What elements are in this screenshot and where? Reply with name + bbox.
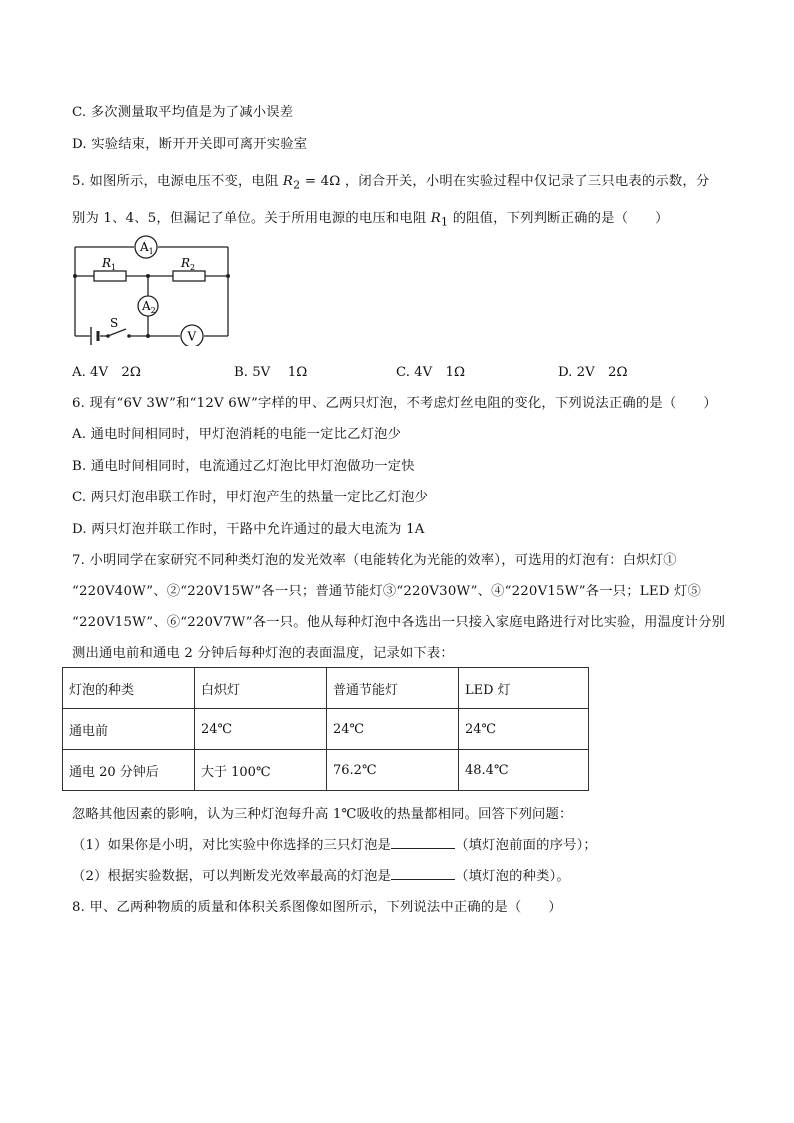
q7-stem-line3: “220V15W”、⑥“220V7W”各一只。他从每种灯泡中各选出一只接入家庭电路进行对比实验，用温度计分别 <box>72 615 726 630</box>
q7-s2-text: （2）根据实验数据，可以判断发光效率最高的灯泡是 <box>72 869 392 884</box>
table-header-cell: LED 灯 <box>459 668 589 709</box>
table-cell: 通电前 <box>63 709 195 750</box>
q7-stem-line4: 测出通电前和通电 2 分钟后每种灯泡的表面温度，记录如下表： <box>72 646 454 661</box>
q5-stem-text-3: 别为 1、4、5，但漏记了单位。关于所用电源的电压和电阻 <box>72 211 427 226</box>
q4-option-c: C. 多次测量取平均值是为了减小误差 <box>72 105 294 120</box>
q7-s1-hint: （填灯泡前面的序号）； <box>455 838 597 853</box>
q7-subquestion-2 <box>72 865 570 884</box>
math-eq: = 4Ω <box>300 174 341 189</box>
table-header-cell: 灯泡的种类 <box>63 668 195 709</box>
q5-resistance-formula <box>282 174 341 192</box>
answer-blank-2[interactable] <box>391 867 455 880</box>
q4-option-d: D. 实验结束，断开开关即可离开实验室 <box>72 137 308 152</box>
q5-option-d: D. 2V 2Ω <box>558 365 628 380</box>
voltmeter-label: V <box>187 329 197 344</box>
table-cell: 76.2℃ <box>327 750 459 791</box>
q7-subquestion-1 <box>72 834 597 853</box>
q5-option-c: C. 4V 1Ω <box>396 365 465 380</box>
table-row <box>63 750 589 791</box>
answer-blank-1[interactable] <box>391 836 455 849</box>
q7-s2-hint: （填灯泡的种类）。 <box>455 869 570 884</box>
q5-option-b: B. 5V 1Ω <box>234 365 308 380</box>
table-cell: 24℃ <box>327 709 459 750</box>
q5-stem-text: 5. 如图所示，电源电压不变，电阻 <box>72 174 279 189</box>
switch-label: S <box>110 316 119 330</box>
table-cell: 24℃ <box>195 709 327 750</box>
table-cell: 48.4℃ <box>459 750 589 791</box>
q6-option-d: D. 两只灯泡并联工作时，干路中允许通过的最大电流为 1A <box>72 522 425 537</box>
q5-stem-line2 <box>72 207 669 229</box>
q7-stem-line1: 7. 小明同学在家研究不同种类灯泡的发光效率（电能转化为光能的效率），可选用的灯泡有：白炽灯① <box>72 553 677 568</box>
r1-label: $R_1$ <box>102 256 117 272</box>
q5-stem-text-2: ，闭合开关，小明在实验过程中仅记录了三只电表的示数，分 <box>344 174 710 189</box>
resistor-r1 <box>94 271 126 281</box>
temperature-table <box>62 667 589 791</box>
q8-stem: 8. 甲、乙两种物质的质量和体积关系图像如图所示，下列说法中正确的是（ ） <box>72 900 562 915</box>
table-header-cell: 普通节能灯 <box>327 668 459 709</box>
table-row <box>63 709 589 750</box>
q5-stem-line1 <box>72 170 709 192</box>
math-r1: R <box>430 211 441 226</box>
q7-note: 忽略其他因素的影响，认为三种灯泡每升高 1℃吸收的热量都相同。回答下列问题： <box>72 807 573 822</box>
q6-option-b: B. 通电时间相同时，电流通过乙灯泡比甲灯泡做功一定快 <box>72 459 415 474</box>
table-cell: 大于 100℃ <box>195 750 327 791</box>
table-header-cell: 白炽灯 <box>195 668 327 709</box>
q7-stem-line2: “220V40W”、②“220V15W”各一只；普通节能灯③“220V30W”、④“220V15W”各一只；LED 灯⑤ <box>72 584 702 599</box>
math-r: R <box>282 174 294 189</box>
table-cell: 通电 20 分钟后 <box>63 750 195 791</box>
math-sub-2: 2 <box>293 178 301 192</box>
q7-s1-text: （1）如果你是小明，对比实验中你选择的三只灯泡是 <box>72 838 392 853</box>
table-header-row <box>63 668 589 709</box>
q5-stem-text-4: 的阻值，下列判断正确的是（ ） <box>452 211 669 226</box>
q6-option-c: C. 两只灯泡串联工作时，甲灯泡产生的热量一定比乙灯泡少 <box>72 490 429 505</box>
r2-label: $R_2$ <box>181 256 196 272</box>
q6-option-a: A. 通电时间相同时，甲灯泡消耗的电能一定比乙灯泡少 <box>72 427 402 442</box>
math-sub-1: 1 <box>441 215 449 229</box>
q5-options <box>72 361 632 379</box>
resistor-r2 <box>173 271 205 281</box>
ammeter-a2-label: $A_2$ <box>142 299 156 315</box>
table-cell: 24℃ <box>459 709 589 750</box>
circuit-diagram <box>70 234 232 346</box>
q6-stem: 6. 现有“6V 3W”和“12V 6W”字样的甲、乙两只灯泡，不考虑灯丝电阻的变化，下列说法正确的是（ ） <box>72 396 717 411</box>
ammeter-a1-label: $A_1$ <box>140 240 154 256</box>
q5-option-a: A. 4V 2Ω <box>72 365 141 380</box>
